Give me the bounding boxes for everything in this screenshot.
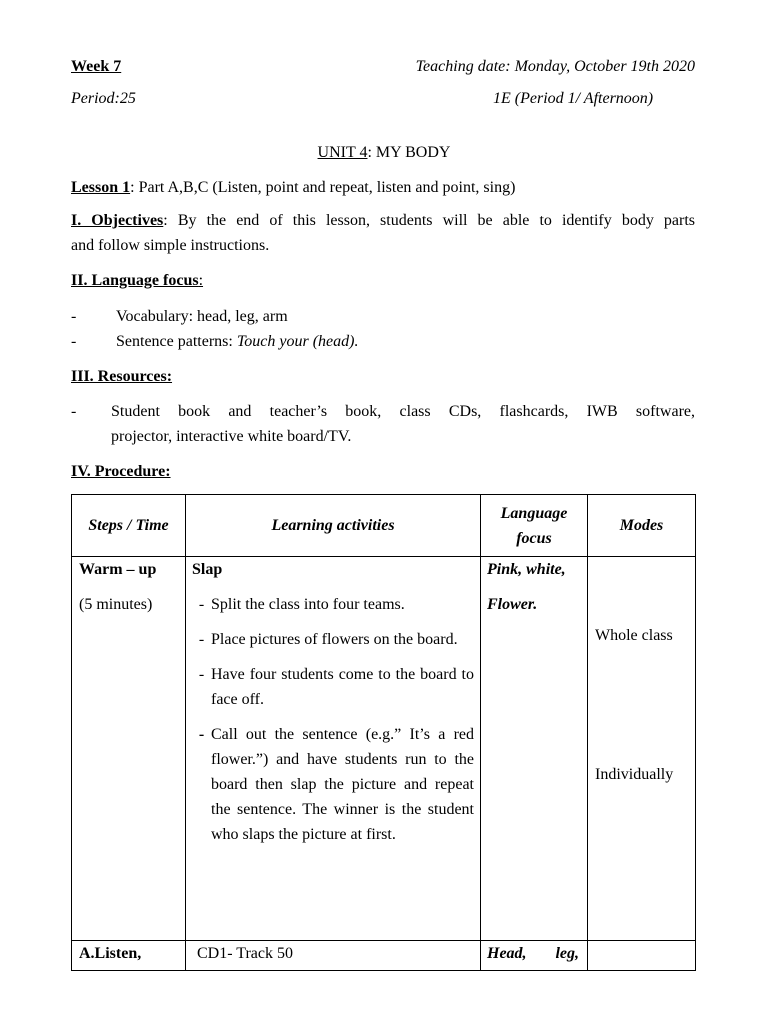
procedure-heading: IV. Procedure:: [71, 463, 171, 480]
language-focus-words: Flower.: [487, 596, 538, 613]
procedure-table: [71, 494, 696, 971]
activity-title: CD1- Track 50: [197, 945, 294, 962]
bullet-dash: -: [198, 666, 205, 683]
bullet-dash: -: [71, 308, 77, 325]
week-label: Week 7: [71, 58, 122, 75]
list-item: [192, 627, 474, 652]
cell-step-listen: [72, 941, 186, 971]
column-header-language: [481, 495, 588, 557]
column-header-modes: [588, 495, 696, 557]
language-focus-heading-colon: :: [198, 272, 204, 289]
list-item: [192, 722, 474, 847]
column-header-steps: [72, 495, 186, 557]
activity-title: Slap: [192, 561, 223, 578]
cell-step-warmup: [72, 557, 186, 941]
column-header-language-line2: focus: [516, 529, 552, 547]
sentence-patterns-label: Sentence patterns:: [116, 333, 237, 350]
objectives-line2: and follow simple instructions.: [71, 237, 270, 254]
language-focus-heading: [71, 268, 203, 293]
cell-language-warmup: [481, 557, 588, 941]
cell-activities-warmup: [186, 557, 481, 941]
activity-item-text: Split the class into four teams.: [211, 596, 405, 613]
lesson-text: : Part A,B,C (Listen, point and repeat, listen and point, sing): [130, 179, 516, 196]
column-header-activities-text: Learning activities: [271, 517, 395, 534]
cell-modes-warmup: [588, 557, 696, 941]
objectives-label: I. Objectives: [71, 212, 164, 229]
resources-line2: projector, interactive white board/TV.: [111, 428, 352, 445]
teaching-date-value: : Monday, October 19th 2020: [505, 58, 695, 75]
table-row: [72, 557, 696, 941]
unit-name: : MY BODY: [367, 144, 451, 161]
bullet-dash: -: [71, 403, 77, 420]
sentence-patterns-line: [116, 329, 358, 354]
lesson-label: Lesson 1: [71, 179, 131, 196]
step-name: Warm – up: [79, 561, 157, 578]
list-item: [192, 592, 474, 617]
cell-activities-listen: [186, 941, 481, 971]
objectives-text: : By the end of this lesson, students will be able to identify body parts: [163, 212, 696, 229]
lesson-line: [71, 175, 515, 200]
step-name: A.Listen,: [79, 945, 142, 962]
language-focus-heading-text: II. Language focus: [71, 272, 199, 289]
resources-line1: Student book and teacher’s book, class CDs, flashcards, IWB software,: [111, 403, 695, 420]
class-info: 1E (Period 1/ Afternoon): [493, 90, 654, 107]
language-word: Head,: [487, 945, 527, 962]
column-header-activities: [186, 495, 481, 557]
activity-item-text: Call out the sentence (e.g.” It’s a red flower.”) and have students run to the board then slap the picture and repeat the sentence. The winner is the student who slaps the picture at first.: [211, 726, 474, 843]
table-row: [72, 941, 696, 971]
objectives-line1: [71, 208, 695, 233]
mode-individually: Individually: [595, 766, 674, 783]
bullet-dash: -: [71, 333, 77, 350]
teaching-date: [416, 54, 695, 79]
language-focus-words: [481, 941, 587, 966]
unit-label: UNIT 4: [317, 144, 368, 161]
table-header-row: [72, 495, 696, 557]
column-header-language-line1: Language: [500, 504, 568, 522]
bullet-dash: -: [198, 631, 205, 648]
resources-heading: III. Resources:: [71, 368, 173, 385]
language-focus-words: Pink, white,: [487, 561, 566, 578]
cell-language-listen: [481, 941, 588, 971]
language-word: leg,: [555, 945, 579, 962]
cell-modes-listen: [588, 941, 696, 971]
activity-item-text: Have four students come to the board to face off.: [211, 666, 474, 708]
period-label: Period:25: [71, 90, 136, 107]
bullet-dash: -: [198, 726, 205, 743]
list-item: [192, 662, 474, 712]
bullet-dash: -: [198, 596, 205, 613]
teaching-date-label: Teaching date: [415, 58, 506, 75]
step-time: (5 minutes): [79, 596, 153, 613]
mode-whole-class: Whole class: [595, 627, 673, 644]
sentence-patterns-value: Touch your (head).: [236, 333, 359, 350]
unit-title: [0, 140, 768, 165]
activity-item-text: Place pictures of flowers on the board.: [211, 631, 458, 648]
vocabulary-line: Vocabulary: head, leg, arm: [116, 308, 288, 325]
column-header-modes-text: Modes: [619, 517, 664, 534]
column-header-steps-text: Steps / Time: [88, 517, 169, 534]
